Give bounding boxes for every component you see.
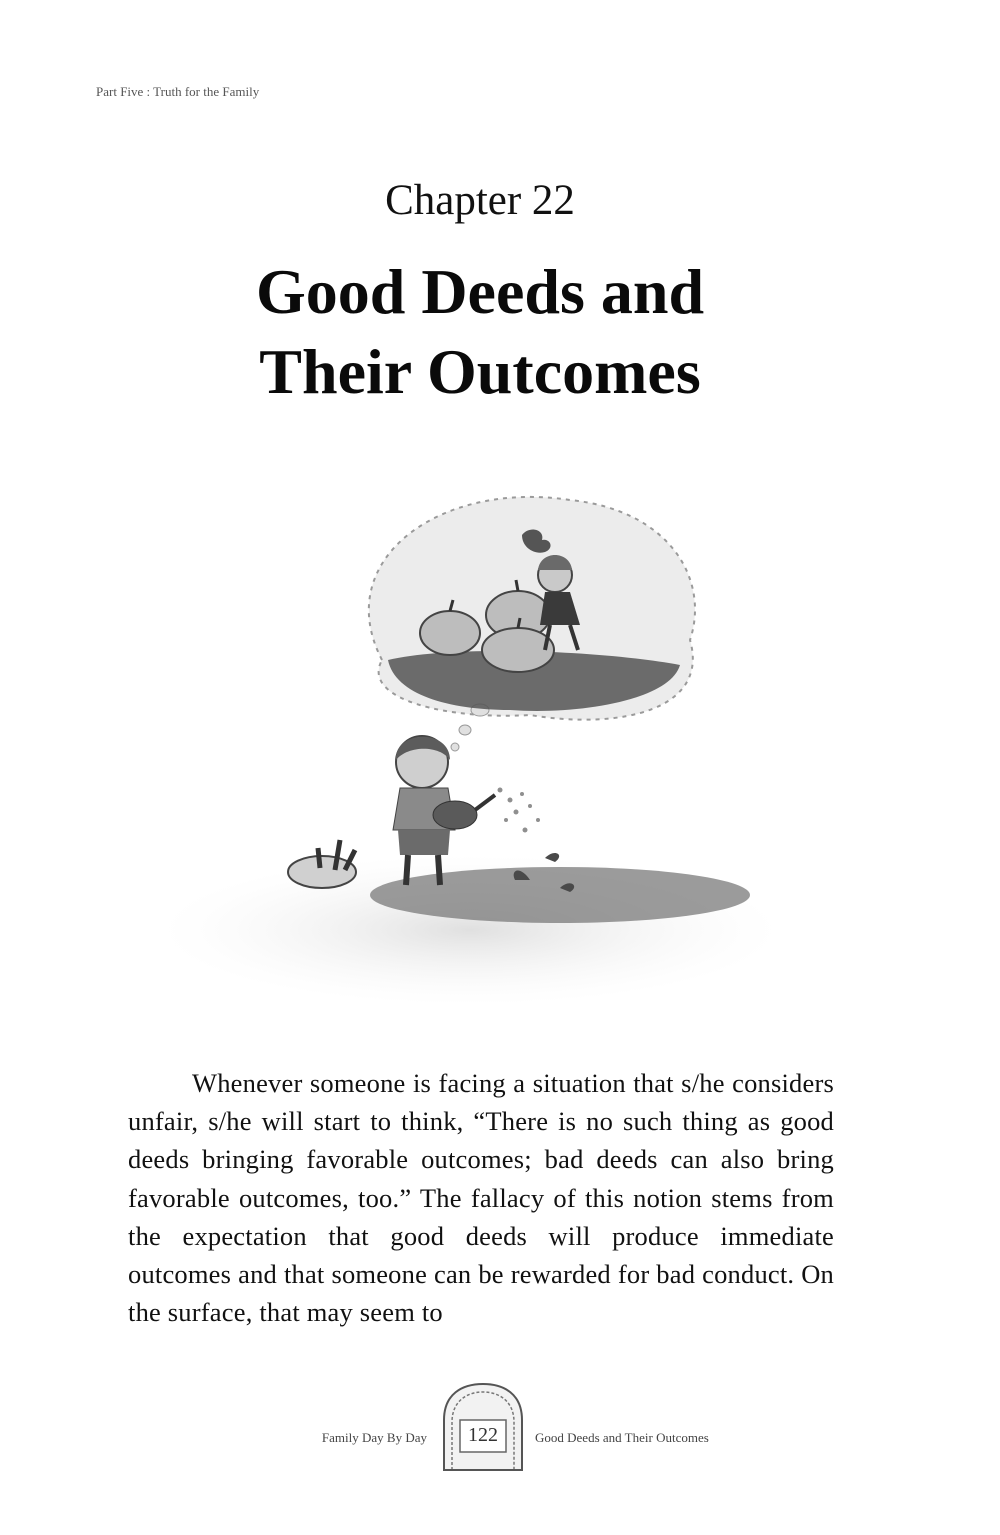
body-paragraph <box>128 1064 834 1331</box>
page-footer <box>0 1380 1000 1480</box>
chapter-label: Chapter 22 <box>385 177 575 224</box>
chapter-title-line-2: Their Outcomes <box>259 336 701 407</box>
tool-basket-icon <box>288 840 356 888</box>
chapter-title <box>0 252 960 412</box>
soil-patch <box>370 867 750 923</box>
footer-book-title: Family Day By Day <box>321 1430 427 1445</box>
page-number: 122 <box>468 1424 498 1446</box>
water-drops-icon <box>498 788 541 833</box>
body-paragraph-text: Whenever someone is facing a situation that s/he considers unfair, s/he will start to think, “There is no such thing as good deeds bringing favorable outcomes; bad deeds can also bring favorable outcomes, too.” The fallacy of this notion stems from the expectation that good deeds will produce immediate outcomes and that someone can be rewarded for bad conduct. On the surface, that may seem to <box>128 1068 834 1328</box>
bubble-dot-3 <box>451 743 459 751</box>
running-head: Part Five : Truth for the Family <box>96 84 260 99</box>
footer-chapter-title: Good Deeds and Their Outcomes <box>535 1430 709 1445</box>
garden-illustration <box>150 410 790 1035</box>
chapter-title-line-1: Good Deeds and <box>255 256 705 327</box>
bubble-dot-2 <box>459 725 471 735</box>
